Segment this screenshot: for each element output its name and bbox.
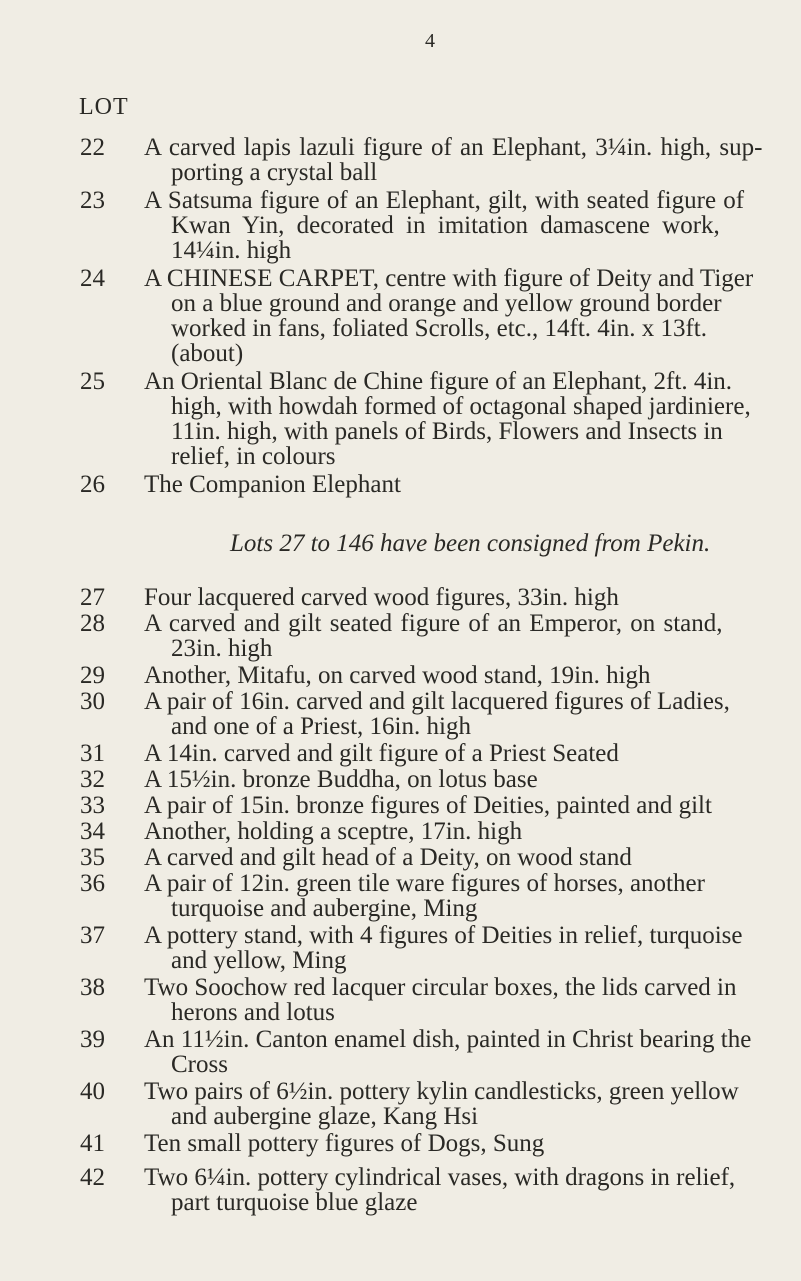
lot-description: Another, Mitafu, on carved wood stand, 19in. high: [144, 662, 651, 689]
lot-number: 30: [80, 688, 105, 715]
lot-number: 41: [80, 1130, 105, 1157]
page-number: 4: [425, 30, 435, 52]
lot-description: A CHINESE CARPET, centre with figure of Deity and Tiger on a blue ground and orange and yellow ground border worked in fans, foliated Scrolls, etc., 14ft. 4in. x 13ft. (about): [144, 265, 754, 367]
lot-description: A 15½in. bronze Buddha, on lotus base: [144, 766, 538, 793]
lot-description: A 14in. carved and gilt figure of a Priest Seated: [144, 740, 619, 767]
lot-description: Two pairs of 6½in. pottery kylin candlesticks, green yellow and aubergine glaze, Kang Hsi: [144, 1078, 739, 1130]
consignment-note: Lots 27 to 146 have been consigned from Pekin.: [230, 530, 711, 557]
lot-description: A pair of 15in. bronze figures of Deities, painted and gilt: [144, 792, 712, 819]
lot-description: A pair of 12in. green tile ware figures of horses, another turquoise and aubergine, Ming: [144, 870, 705, 922]
lot-description: A carved and gilt seated figure of an Emperor, on stand, 23in. high: [144, 610, 723, 662]
lot-column-header: LOT: [79, 94, 129, 120]
lot-description: Two Soochow red lacquer circular boxes, the lids carved in herons and lotus: [144, 974, 737, 1026]
lot-number: 24: [80, 265, 105, 292]
lot-description: Ten small pottery figures of Dogs, Sung: [144, 1130, 545, 1157]
lot-number: 33: [80, 792, 105, 819]
lot-description: The Companion Elephant: [144, 471, 401, 498]
lot-number: 29: [80, 662, 105, 689]
lot-number: 28: [80, 610, 105, 637]
lot-description: Four lacquered carved wood figures, 33in. high: [144, 584, 619, 611]
lot-number: 23: [80, 187, 105, 214]
lot-description: An Oriental Blanc de Chine figure of an Elephant, 2ft. 4in. high, with howdah formed of octagonal shaped jardiniere, 11in. high, with panels of Birds, Flowers and Insects in relief, in colours: [144, 368, 751, 470]
lot-number: 32: [80, 766, 105, 793]
lot-description: Two 6¼in. pottery cylindrical vases, with dragons in relief, part turquoise blue glaze: [144, 1164, 736, 1216]
lot-description: A carved and gilt head of a Deity, on wood stand: [144, 844, 632, 871]
lot-description: A Satsuma figure of an Elephant, gilt, with seated figure of Kwan Yin, decorated in imitation damascene work, 14¼in. high: [144, 187, 745, 264]
lot-number: 34: [80, 818, 105, 845]
lot-number: 38: [80, 974, 105, 1001]
lot-number: 25: [80, 368, 105, 395]
lot-number: 37: [80, 922, 105, 949]
lot-number: 42: [80, 1164, 105, 1191]
lot-description: A pair of 16in. carved and gilt lacquered figures of Ladies, and one of a Priest, 16in. high: [144, 688, 730, 740]
lot-description: A carved lapis lazuli figure of an Elephant, 3¼in. high, sup- porting a crystal ball: [144, 134, 763, 186]
lot-number: 40: [80, 1078, 105, 1105]
lot-number: 35: [80, 844, 105, 871]
lot-description: A pottery stand, with 4 figures of Deities in relief, turquoise and yellow, Ming: [144, 922, 743, 974]
lot-description: An 11½in. Canton enamel dish, painted in Christ bearing the Cross: [144, 1026, 752, 1078]
lot-number: 26: [80, 471, 105, 498]
lot-number: 31: [80, 740, 105, 767]
lot-number: 27: [80, 584, 105, 611]
lot-number: 39: [80, 1026, 105, 1053]
lot-number: 36: [80, 870, 105, 897]
lot-description: Another, holding a sceptre, 17in. high: [144, 818, 523, 845]
lot-number: 22: [80, 134, 105, 161]
